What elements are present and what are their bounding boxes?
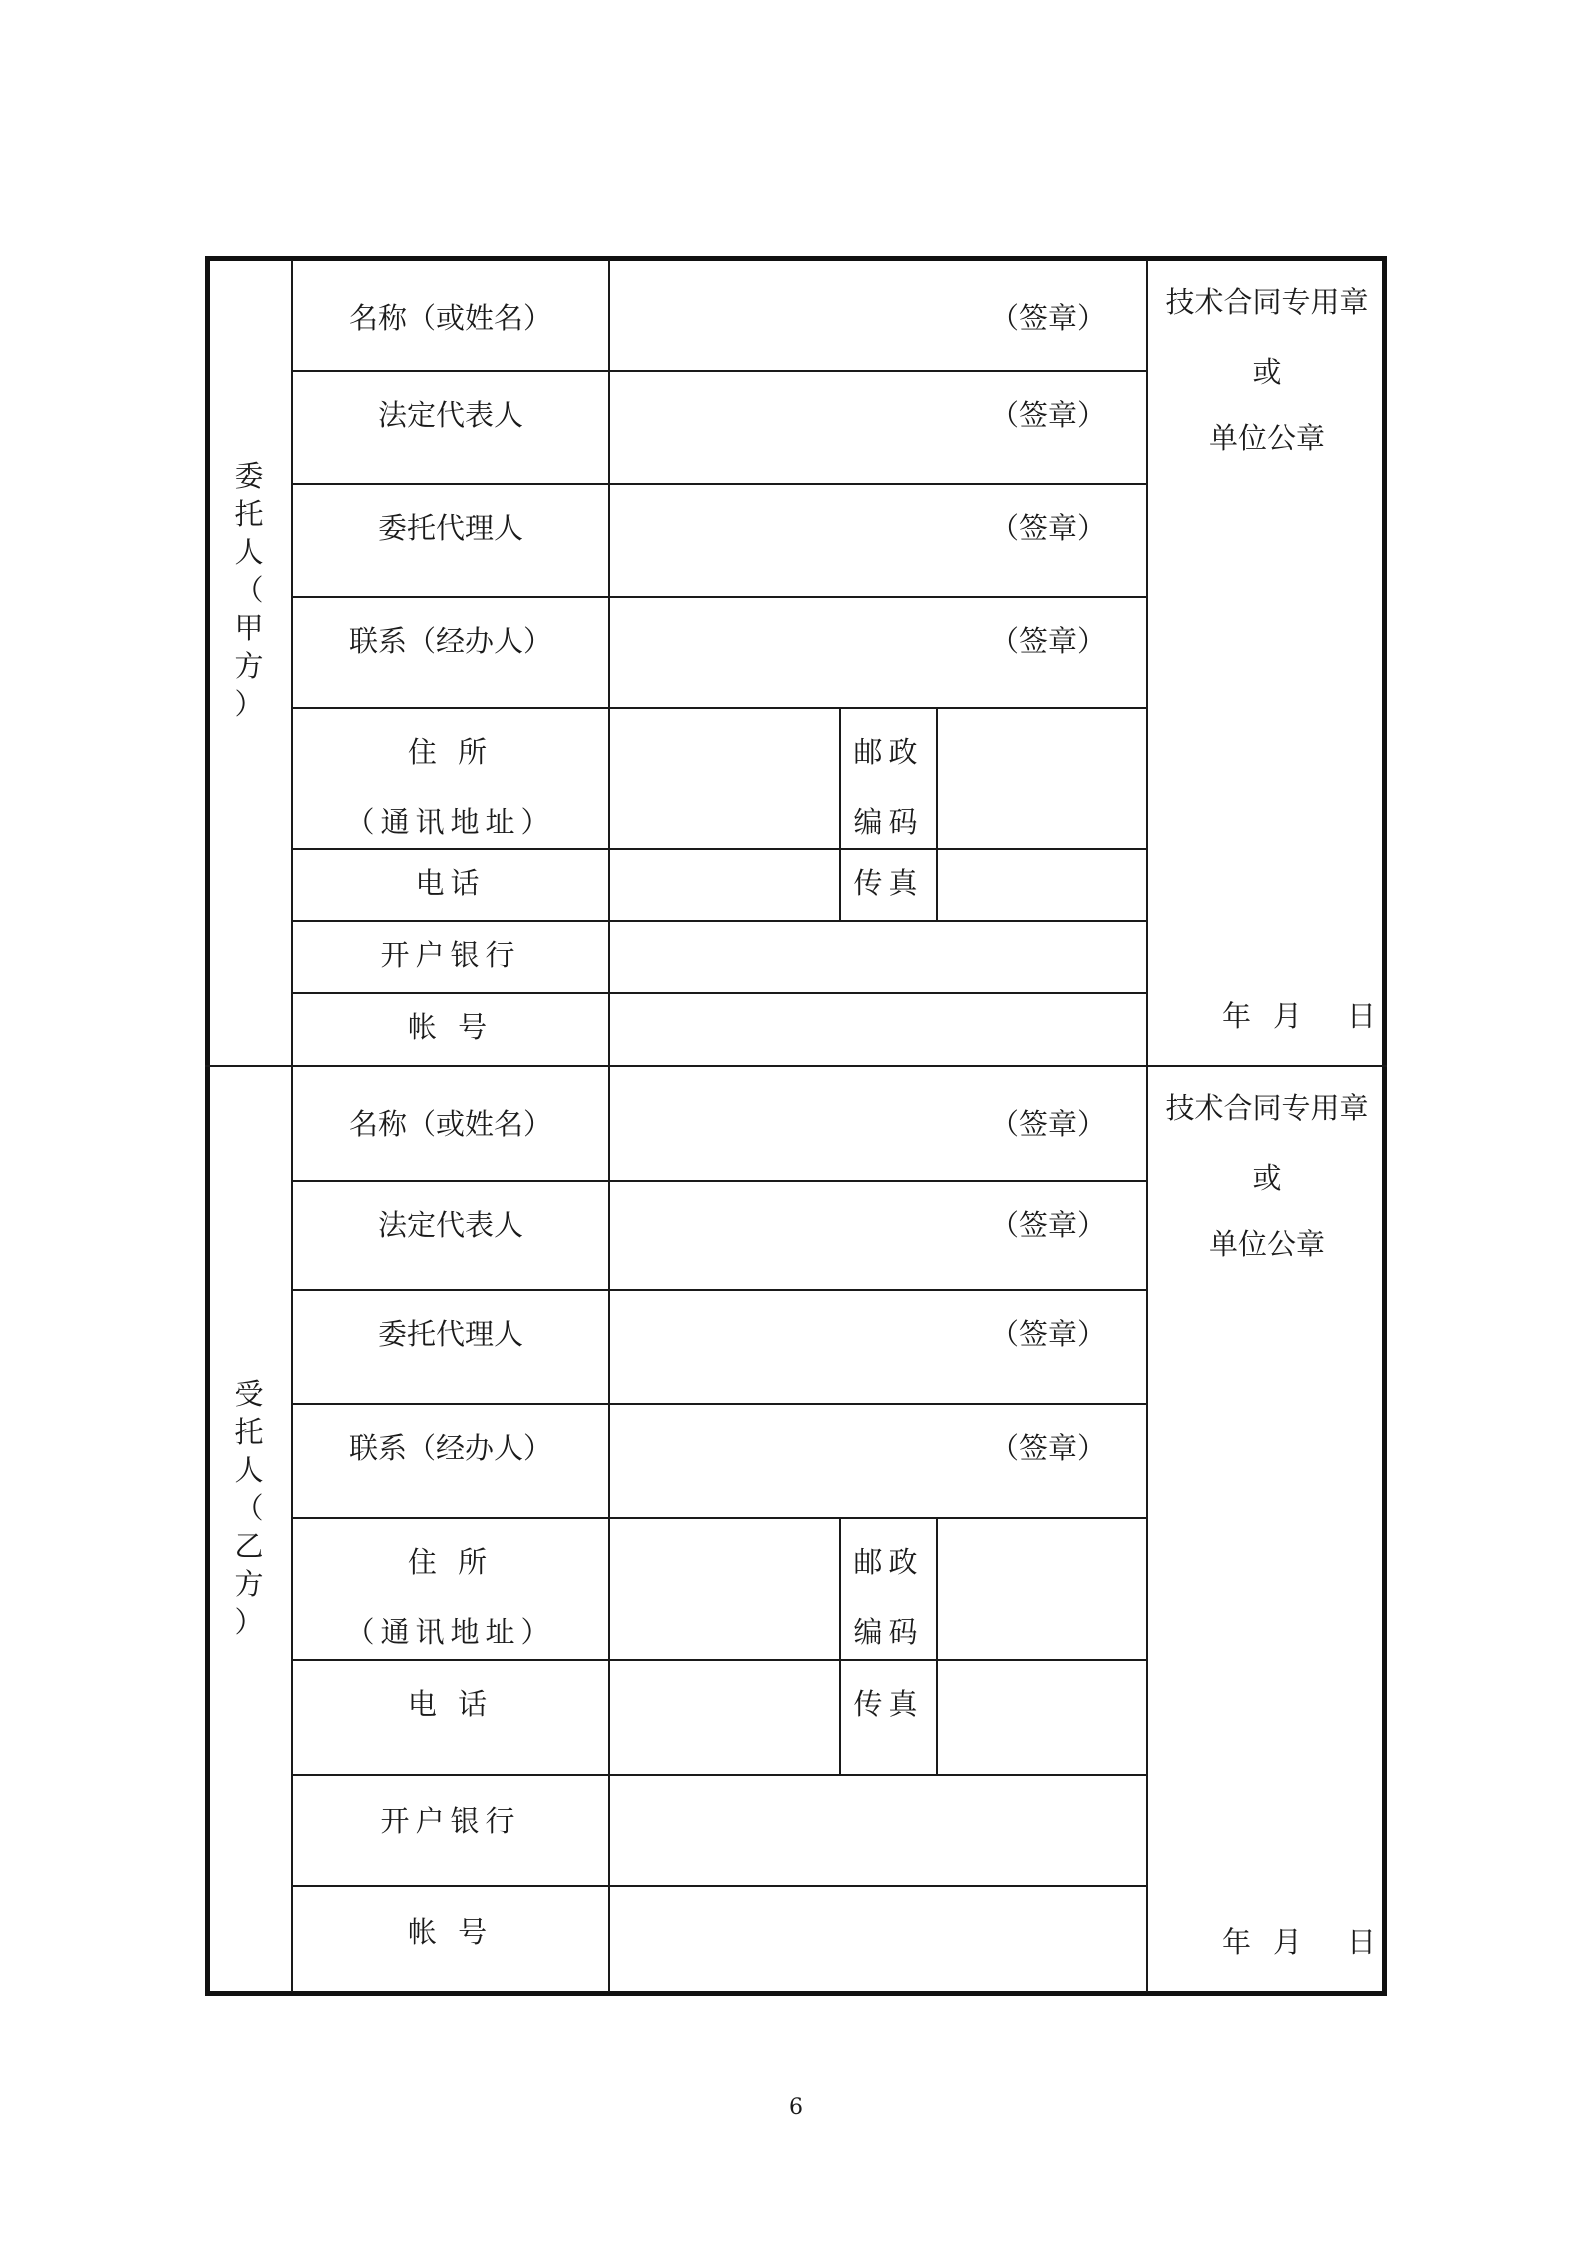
party-b-name-sign: （签章）: [990, 1107, 1107, 1141]
party-a-address-label-1: 住 所: [407, 735, 494, 769]
party-b-row-line: [292, 1774, 1147, 1776]
party-b-postcode-label-1: 邮政: [853, 1545, 924, 1579]
party-a-row-line: [292, 920, 1147, 922]
party-b-name-label: 名称（或姓名）: [348, 1107, 553, 1141]
party-a-legal-rep-label: 法定代表人: [377, 398, 524, 432]
party-b-side-label-char: ）: [234, 1605, 264, 1639]
party-b-col-line-postcode: [839, 1518, 841, 1775]
party-a-phone-label: 电话: [415, 866, 486, 900]
party-a-col-line-postcode: [839, 708, 841, 921]
party-b-row-line: [292, 1659, 1147, 1661]
party-b-address-label-1: 住 所: [407, 1545, 494, 1579]
party-b-seal-line-2: 或: [1252, 1161, 1282, 1195]
party-a-seal-line-2: 或: [1252, 355, 1282, 389]
party-a-seal-line-3: 单位公章: [1208, 421, 1326, 455]
party-b-row-line: [292, 1885, 1147, 1887]
party-a-bank-label: 开户银行: [380, 938, 521, 972]
party-b-side-label: [234, 1376, 263, 1642]
party-b-agent-label: 委托代理人: [377, 1317, 524, 1351]
party-b-side-label-char: 方: [234, 1567, 264, 1601]
party-a-row-line: [292, 596, 1147, 598]
party-b-col-line-postcode-value: [936, 1518, 938, 1775]
party-b-side-label-char: （: [234, 1491, 264, 1525]
party-a-date-year: 年: [1222, 999, 1252, 1033]
party-a-date-month: 月: [1273, 999, 1303, 1033]
party-b-agent-sign: （签章）: [990, 1317, 1107, 1351]
party-b-row-line: [292, 1180, 1147, 1182]
party-b-row-line: [292, 1289, 1147, 1291]
party-a-side-label-char: 方: [234, 649, 264, 683]
party-a-seal-line-1: 技术合同专用章: [1165, 285, 1369, 319]
party-b-contact-sign: （签章）: [990, 1431, 1107, 1465]
party-a-agent-sign: （签章）: [990, 511, 1107, 545]
party-a-date-day: 日: [1347, 999, 1377, 1033]
party-a-fax-label: 传真: [853, 866, 924, 900]
party-b-side-label-char: 乙: [234, 1529, 264, 1563]
party-a-col-line-seal: [1146, 260, 1148, 1066]
party-a-postcode-label-2: 编码: [853, 805, 924, 839]
party-a-side-label: [234, 458, 263, 724]
party-a-col-line-value: [608, 260, 610, 1066]
party-a-address-label-2: （通讯地址）: [345, 805, 556, 839]
party-a-agent-label: 委托代理人: [377, 511, 524, 545]
party-a-side-label-char: 甲: [234, 611, 264, 645]
party-b-date-month: 月: [1273, 1925, 1303, 1959]
party-a-postcode-label-1: 邮政: [853, 735, 924, 769]
party-a-side-label-char: 人: [234, 535, 264, 569]
party-a-contact-sign: （签章）: [990, 624, 1107, 658]
party-b-date-year: 年: [1222, 1925, 1252, 1959]
party-a-side-label-char: 委: [234, 459, 264, 493]
party-a-side-label-char: 托: [234, 497, 264, 531]
party-a-side-label-char: ）: [234, 687, 264, 721]
party-b-side-label-char: 人: [234, 1453, 264, 1487]
party-a-row-line: [292, 483, 1147, 485]
party-b-side-label-char: 托: [234, 1415, 264, 1449]
party-b-legal-rep-label: 法定代表人: [377, 1208, 524, 1242]
party-b-col-line-value: [608, 1066, 610, 1992]
party-b-col-line-label: [291, 1066, 293, 1992]
party-b-col-line-seal: [1146, 1066, 1148, 1992]
party-a-row-line: [292, 992, 1147, 994]
party-a-col-line-postcode-value: [936, 708, 938, 921]
party-b-date-day: 日: [1347, 1925, 1377, 1959]
party-b-phone-label: 电 话: [407, 1687, 494, 1721]
party-a-side-label-char: （: [234, 573, 264, 607]
page-number: 6: [789, 2095, 803, 2120]
party-a-contact-label: 联系（经办人）: [348, 624, 553, 658]
party-b-seal-line-1: 技术合同专用章: [1165, 1091, 1369, 1125]
party-b-bank-label: 开户银行: [380, 1804, 521, 1838]
party-a-col-line-label: [291, 260, 293, 1066]
party-a-name-label: 名称（或姓名）: [348, 301, 553, 335]
party-b-postcode-label-2: 编码: [853, 1615, 924, 1649]
party-b-side-label-char: 受: [234, 1377, 264, 1411]
party-b-legal-rep-sign: （签章）: [990, 1208, 1107, 1242]
party-a-row-line: [292, 707, 1147, 709]
party-divider-line: [205, 1065, 1387, 1067]
party-b-account-label: 帐 号: [407, 1915, 494, 1949]
party-b-row-line: [292, 1517, 1147, 1519]
party-a-legal-rep-sign: （签章）: [990, 398, 1107, 432]
party-b-contact-label: 联系（经办人）: [348, 1431, 553, 1465]
party-a-name-sign: （签章）: [990, 301, 1107, 335]
party-a-row-line: [292, 370, 1147, 372]
party-b-seal-line-3: 单位公章: [1208, 1227, 1326, 1261]
party-b-row-line: [292, 1403, 1147, 1405]
party-a-account-label: 帐 号: [407, 1010, 494, 1044]
party-a-row-line: [292, 848, 1147, 850]
party-b-address-label-2: （通讯地址）: [345, 1615, 556, 1649]
party-b-fax-label: 传真: [853, 1687, 924, 1721]
